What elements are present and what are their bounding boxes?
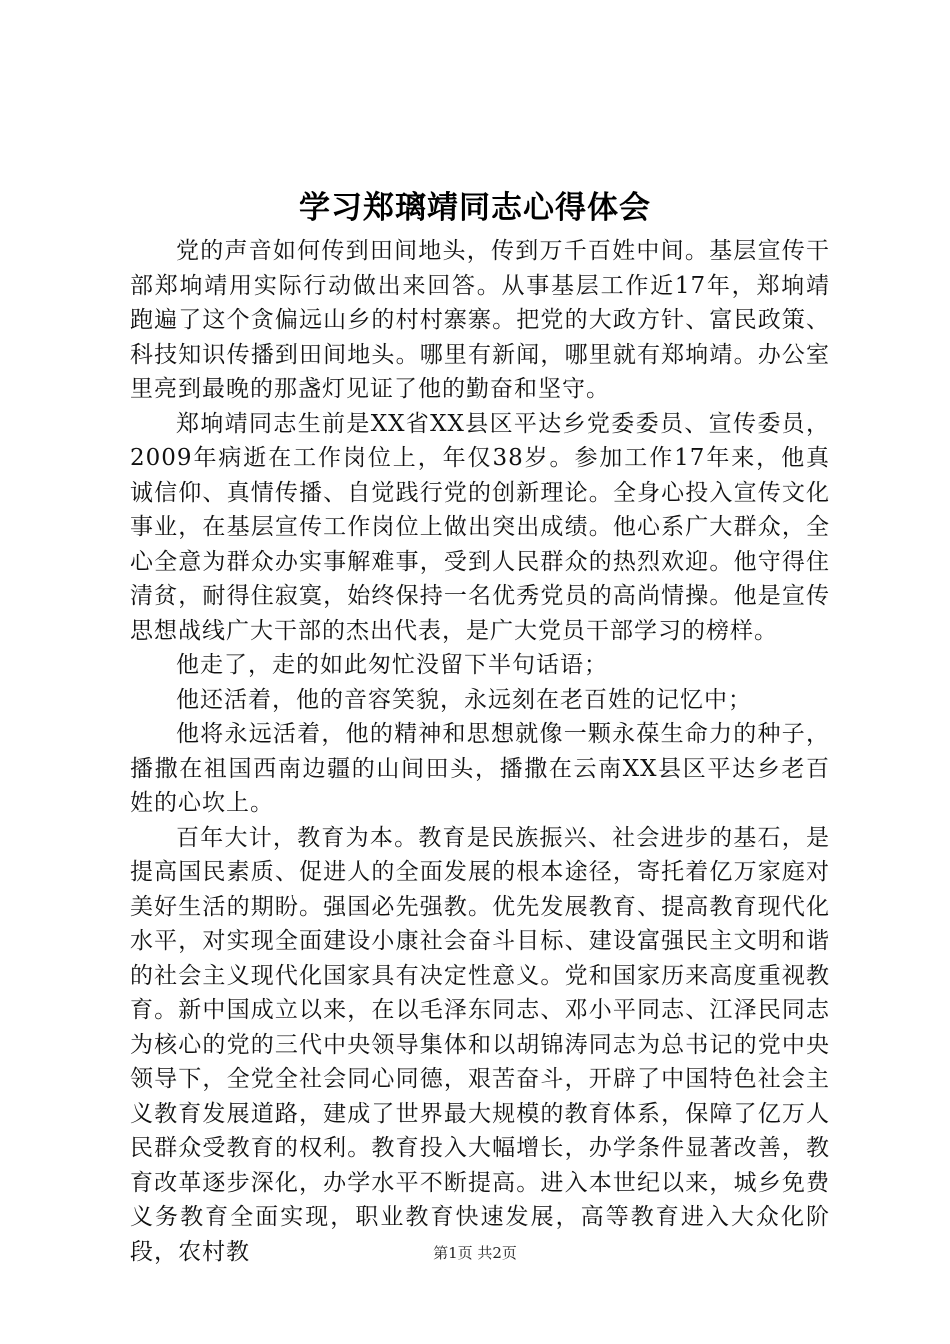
paragraph: 他还活着，他的音容笑貌，永远刻在老百姓的记忆中；	[176, 686, 752, 713]
page-number-footer: 第1页 共2页	[433, 1244, 517, 1262]
paragraph: 他走了，走的如此匆忙没留下半句话语；	[176, 652, 608, 678]
paragraph: 党的声音如何传到田间地头，传到万千百姓中间。基层宣传干部郑垧靖用实际行动做出来回答。从事基层工作近17年，郑垧靖跑遍了这个贪偏远山乡的村村寨寨。把党的大政方针、富民政策、科技知识传播到田间地头。哪里有新闻，哪里就有郑垧靖。办公室里亮到最晚的那盏灯见证了他的勤奋和坚守。	[130, 238, 830, 402]
paragraph: 郑垧靖同志生前是XX省XX县区平达乡党委委员、宣传委员，2009年病逝在工作岗位上，年仅38岁。参加工作17年来，他真诚信仰、真情传播、自觉践行党的创新理论。全身心投入宣传文化事业，在基层宣传工作岗位上做出突出成绩。他心系广大群众，全心全意为群众办实事解难事，受到人民群众的热烈欢迎。他守得住清贫，耐得住寂寞，始终保持一名优秀党员的高尚情操。他是宣传思想战线广大干部的杰出代表，是广大党员干部学习的榜样。	[130, 410, 830, 644]
paragraph: 他将永远活着，他的精神和思想就像一颗永葆生命力的种子，播撒在祖国西南边疆的山间田头，播撒在云南XX县区平达乡老百姓的心坎上。	[130, 721, 830, 816]
paragraph: 百年大计，教育为本。教育是民族振兴、社会进步的基石，是提高国民素质、促进人的全面发展的根本途径，寄托着亿万家庭对美好生活的期盼。强国必先强教。优先发展教育、提高教育现代化水平，对实现全面建设小康社会奋斗目标、建设富强民主文明和谐的社会主义现代化国家具有决定性意义。党和国家历来高度重视教育。新中国成立以来，在以毛泽东同志、邓小平同志、江泽民同志为核心的党的三代中央领导集体和以胡锦涛同志为总书记的党中央领导下，全党全社会同心同德，艰苦奋斗，开辟了中国特色社会主义教育发展道路，建成了世界最大规模的教育体系，保障了亿万人民群众受教育的权利。教育投入大幅增长，办学条件显著改善，教育改革逐步深化，办学水平不断提高。进入本世纪以来，城乡免费义务教育全面实现，职业教育快速发展，高等教育进入大众化阶段，农村教	[130, 824, 830, 1265]
document-body	[130, 234, 830, 1269]
document-title: 学习郑璃靖同志心得体会	[299, 190, 651, 226]
